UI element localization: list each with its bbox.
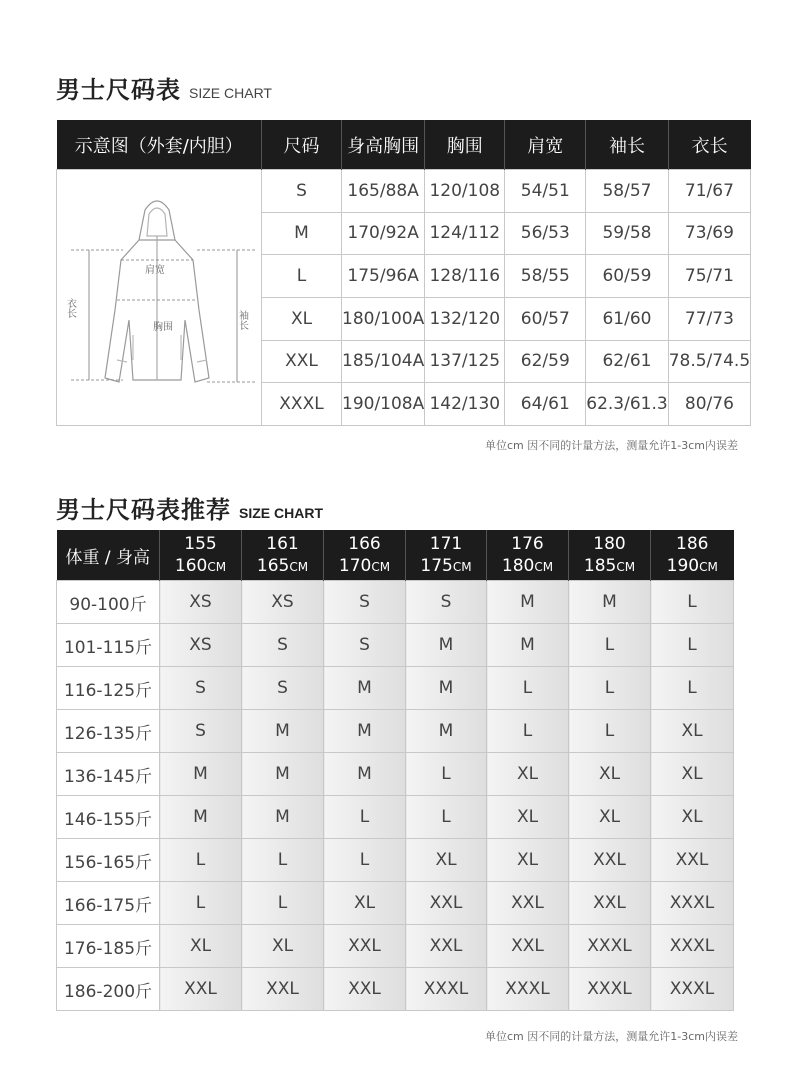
recommend-title: [56, 490, 323, 525]
height-to: [324, 555, 405, 578]
recommended-size-cell: XL: [242, 925, 324, 968]
recommended-size-cell: M: [324, 710, 406, 753]
measurement-cell: 61/60: [586, 297, 668, 340]
recommended-size-cell: XXL: [487, 925, 569, 968]
recommended-size-cell: L: [651, 667, 734, 710]
measurement-cell: 128/116: [425, 255, 505, 298]
recommended-size-cell: XL: [569, 796, 651, 839]
measurement-cell: 175/96A: [342, 255, 425, 298]
height-from: 161: [266, 533, 299, 554]
measurement-cell: 80/76: [668, 383, 750, 426]
recommended-size-cell: M: [160, 796, 242, 839]
size-label-cell: XXXL: [262, 383, 342, 426]
recommended-size-cell: L: [160, 839, 242, 882]
weight-range-cell: 156-165斤: [57, 839, 160, 882]
recommended-size-cell: L: [569, 624, 651, 667]
size-label-cell: L: [262, 255, 342, 298]
garment-size-header-row: [57, 120, 751, 170]
recommended-size-cell: M: [487, 581, 569, 624]
weight-range-cell: 136-145斤: [57, 753, 160, 796]
height-from: 155: [184, 533, 217, 554]
recommended-size-cell: L: [406, 753, 487, 796]
recommended-size-cell: L: [242, 839, 324, 882]
recommend-row: [57, 581, 734, 624]
recommend-row: [57, 925, 734, 968]
garment-size-row: [57, 170, 751, 213]
measurement-cell: 124/112: [425, 212, 505, 255]
measurement-cell: 190/108A: [342, 383, 425, 426]
recommend-row: [57, 710, 734, 753]
recommended-size-cell: M: [324, 667, 406, 710]
measurement-cell: 60/57: [505, 297, 586, 340]
recommended-size-cell: M: [242, 796, 324, 839]
height-unit: CM: [289, 559, 309, 574]
recommend-row: [57, 624, 734, 667]
height-to: [242, 555, 323, 578]
recommended-size-cell: XXL: [406, 882, 487, 925]
recommended-size-cell: XL: [651, 796, 734, 839]
recommended-size-cell: XXL: [242, 968, 324, 1011]
recommended-size-cell: S: [160, 667, 242, 710]
recommend-row: [57, 882, 734, 925]
measurement-cell: 142/130: [425, 383, 505, 426]
recommend-row: [57, 968, 734, 1011]
recommended-size-cell: M: [569, 581, 651, 624]
measurement-cell: 132/120: [425, 297, 505, 340]
recommended-size-cell: L: [242, 882, 324, 925]
height-unit: CM: [371, 559, 391, 574]
header-length: 衣长: [668, 120, 750, 170]
recommended-size-cell: M: [242, 710, 324, 753]
height-to-value: 190: [666, 555, 700, 576]
height-range-header: [406, 530, 487, 581]
height-from: 166: [348, 533, 381, 554]
recommend-size-table: [56, 530, 734, 1011]
garment-size-table: [56, 120, 751, 426]
recommended-size-cell: L: [406, 796, 487, 839]
measurement-note-2: 单位cm 因不同的计量方法，测量允许1-3cm内误差: [485, 1030, 738, 1043]
recommended-size-cell: XL: [487, 796, 569, 839]
recommended-size-cell: M: [487, 624, 569, 667]
height-to-value: 180: [501, 555, 535, 576]
measurement-cell: 185/104A: [342, 340, 425, 383]
header-sleeve: 袖长: [586, 120, 668, 170]
height-unit: CM: [207, 559, 227, 574]
header-weight-height: 体重 / 身高: [57, 530, 160, 581]
recommended-size-cell: L: [651, 624, 734, 667]
height-unit: CM: [534, 559, 554, 574]
header-diagram: 示意图（外套/内胆）: [57, 120, 262, 170]
recommended-size-cell: XXXL: [651, 882, 734, 925]
measurement-cell: 75/71: [668, 255, 750, 298]
height-to: [160, 555, 241, 578]
measurement-cell: 77/73: [668, 297, 750, 340]
recommended-size-cell: XXL: [651, 839, 734, 882]
measurement-cell: 58/57: [586, 170, 668, 213]
recommended-size-cell: M: [406, 710, 487, 753]
recommended-size-cell: S: [406, 581, 487, 624]
header-shoulder: 肩宽: [505, 120, 586, 170]
recommend-row: [57, 753, 734, 796]
recommended-size-cell: M: [406, 667, 487, 710]
measurement-cell: 78.5/74.5: [668, 340, 750, 383]
height-range-header: [487, 530, 569, 581]
measurement-cell: 62/59: [505, 340, 586, 383]
recommended-size-cell: XXL: [324, 925, 406, 968]
height-range-header: [324, 530, 406, 581]
diagram-label-shoulder: 肩宽: [145, 265, 165, 276]
size-chart-title-zh: 男士尺码表: [56, 76, 181, 104]
recommend-row: [57, 796, 734, 839]
recommend-row: [57, 667, 734, 710]
measurement-cell: 73/69: [668, 212, 750, 255]
recommended-size-cell: XXL: [406, 925, 487, 968]
diagram-label-length: 衣长: [64, 298, 76, 318]
height-to-value: 170: [338, 555, 372, 576]
recommended-size-cell: XS: [160, 581, 242, 624]
measurement-cell: 54/51: [505, 170, 586, 213]
measurement-cell: 180/100A: [342, 297, 425, 340]
height-to: [487, 555, 568, 578]
weight-range-cell: 101-115斤: [57, 624, 160, 667]
recommended-size-cell: XL: [324, 882, 406, 925]
height-to: [406, 555, 486, 578]
recommended-size-cell: S: [324, 581, 406, 624]
header-chest: 胸围: [425, 120, 505, 170]
recommended-size-cell: S: [242, 624, 324, 667]
weight-range-cell: 176-185斤: [57, 925, 160, 968]
measurement-cell: 165/88A: [342, 170, 425, 213]
weight-range-cell: 116-125斤: [57, 667, 160, 710]
size-chart-title-en: SIZE CHART: [189, 85, 272, 101]
recommended-size-cell: XXL: [569, 882, 651, 925]
recommended-size-cell: L: [651, 581, 734, 624]
recommended-size-cell: XL: [569, 753, 651, 796]
measurement-cell: 58/55: [505, 255, 586, 298]
measurement-cell: 170/92A: [342, 212, 425, 255]
measurement-cell: 60/59: [586, 255, 668, 298]
diagram-label-chest: 胸围: [153, 322, 173, 333]
height-from: 171: [429, 533, 463, 554]
measurement-cell: 59/58: [586, 212, 668, 255]
weight-range-cell: 90-100斤: [57, 581, 160, 624]
recommended-size-cell: XL: [406, 839, 487, 882]
recommended-size-cell: L: [569, 667, 651, 710]
height-from: 176: [511, 533, 544, 554]
recommended-size-cell: XL: [487, 839, 569, 882]
height-unit: CM: [452, 559, 472, 574]
recommended-size-cell: L: [487, 710, 569, 753]
recommend-title-zh: 男士尺码表推荐: [56, 496, 231, 524]
recommended-size-cell: L: [324, 839, 406, 882]
recommended-size-cell: XXL: [160, 968, 242, 1011]
height-to-value: 185: [583, 555, 617, 576]
recommended-size-cell: L: [160, 882, 242, 925]
weight-range-cell: 146-155斤: [57, 796, 160, 839]
size-chart-title: [56, 70, 272, 105]
recommended-size-cell: XXXL: [569, 925, 651, 968]
recommended-size-cell: XXXL: [651, 925, 734, 968]
height-to-value: 175: [420, 555, 453, 576]
height-to: [569, 555, 650, 578]
recommended-size-cell: XXXL: [406, 968, 487, 1011]
recommended-size-cell: M: [242, 753, 324, 796]
height-range-header: [160, 530, 242, 581]
recommended-size-cell: XL: [160, 925, 242, 968]
recommended-size-cell: M: [406, 624, 487, 667]
header-height-chest: 身高胸围: [342, 120, 425, 170]
measurement-cell: 64/61: [505, 383, 586, 426]
recommended-size-cell: XXL: [487, 882, 569, 925]
recommended-size-cell: L: [569, 710, 651, 753]
measurement-cell: 62/61: [586, 340, 668, 383]
measurement-cell: 56/53: [505, 212, 586, 255]
height-range-header: [569, 530, 651, 581]
recommended-size-cell: L: [324, 796, 406, 839]
measurement-cell: 71/67: [668, 170, 750, 213]
recommend-title-en: SIZE CHART: [239, 505, 323, 521]
height-from: 180: [593, 533, 626, 554]
recommended-size-cell: XL: [651, 753, 734, 796]
recommended-size-cell: XL: [651, 710, 734, 753]
measurement-cell: 62.3/61.3: [586, 383, 668, 426]
recommended-size-cell: XXL: [324, 968, 406, 1011]
measurement-cell: 120/108: [425, 170, 505, 213]
diagram-label-sleeve: 袖长: [236, 310, 248, 330]
weight-range-cell: 166-175斤: [57, 882, 160, 925]
weight-range-cell: 126-135斤: [57, 710, 160, 753]
size-label-cell: XL: [262, 297, 342, 340]
height-unit: CM: [616, 559, 636, 574]
weight-range-cell: 186-200斤: [57, 968, 160, 1011]
size-label-cell: M: [262, 212, 342, 255]
size-label-cell: S: [262, 170, 342, 213]
header-size: 尺码: [262, 120, 342, 170]
recommended-size-cell: XS: [160, 624, 242, 667]
measurement-note: 单位cm 因不同的计量方法，测量允许1-3cm内误差: [485, 439, 738, 452]
recommend-header-row: [57, 530, 734, 581]
size-label-cell: XXL: [262, 340, 342, 383]
recommended-size-cell: XXXL: [487, 968, 569, 1011]
height-from: 186: [676, 533, 709, 554]
recommended-size-cell: XXL: [569, 839, 651, 882]
recommended-size-cell: L: [487, 667, 569, 710]
height-to-value: 160: [174, 555, 208, 576]
recommended-size-cell: XXXL: [569, 968, 651, 1011]
recommended-size-cell: XXXL: [651, 968, 734, 1011]
recommend-row: [57, 839, 734, 882]
recommended-size-cell: M: [160, 753, 242, 796]
height-to-value: 165: [256, 555, 290, 576]
measurement-cell: 137/125: [425, 340, 505, 383]
height-range-header: [242, 530, 324, 581]
height-unit: CM: [699, 559, 718, 574]
jacket-diagram-svg: [57, 170, 261, 420]
jacket-diagram: [57, 170, 262, 426]
recommended-size-cell: S: [324, 624, 406, 667]
recommended-size-cell: M: [324, 753, 406, 796]
height-range-header: [651, 530, 734, 581]
recommended-size-cell: S: [242, 667, 324, 710]
recommended-size-cell: S: [160, 710, 242, 753]
recommended-size-cell: XS: [242, 581, 324, 624]
recommended-size-cell: XL: [487, 753, 569, 796]
height-to: [651, 555, 734, 578]
